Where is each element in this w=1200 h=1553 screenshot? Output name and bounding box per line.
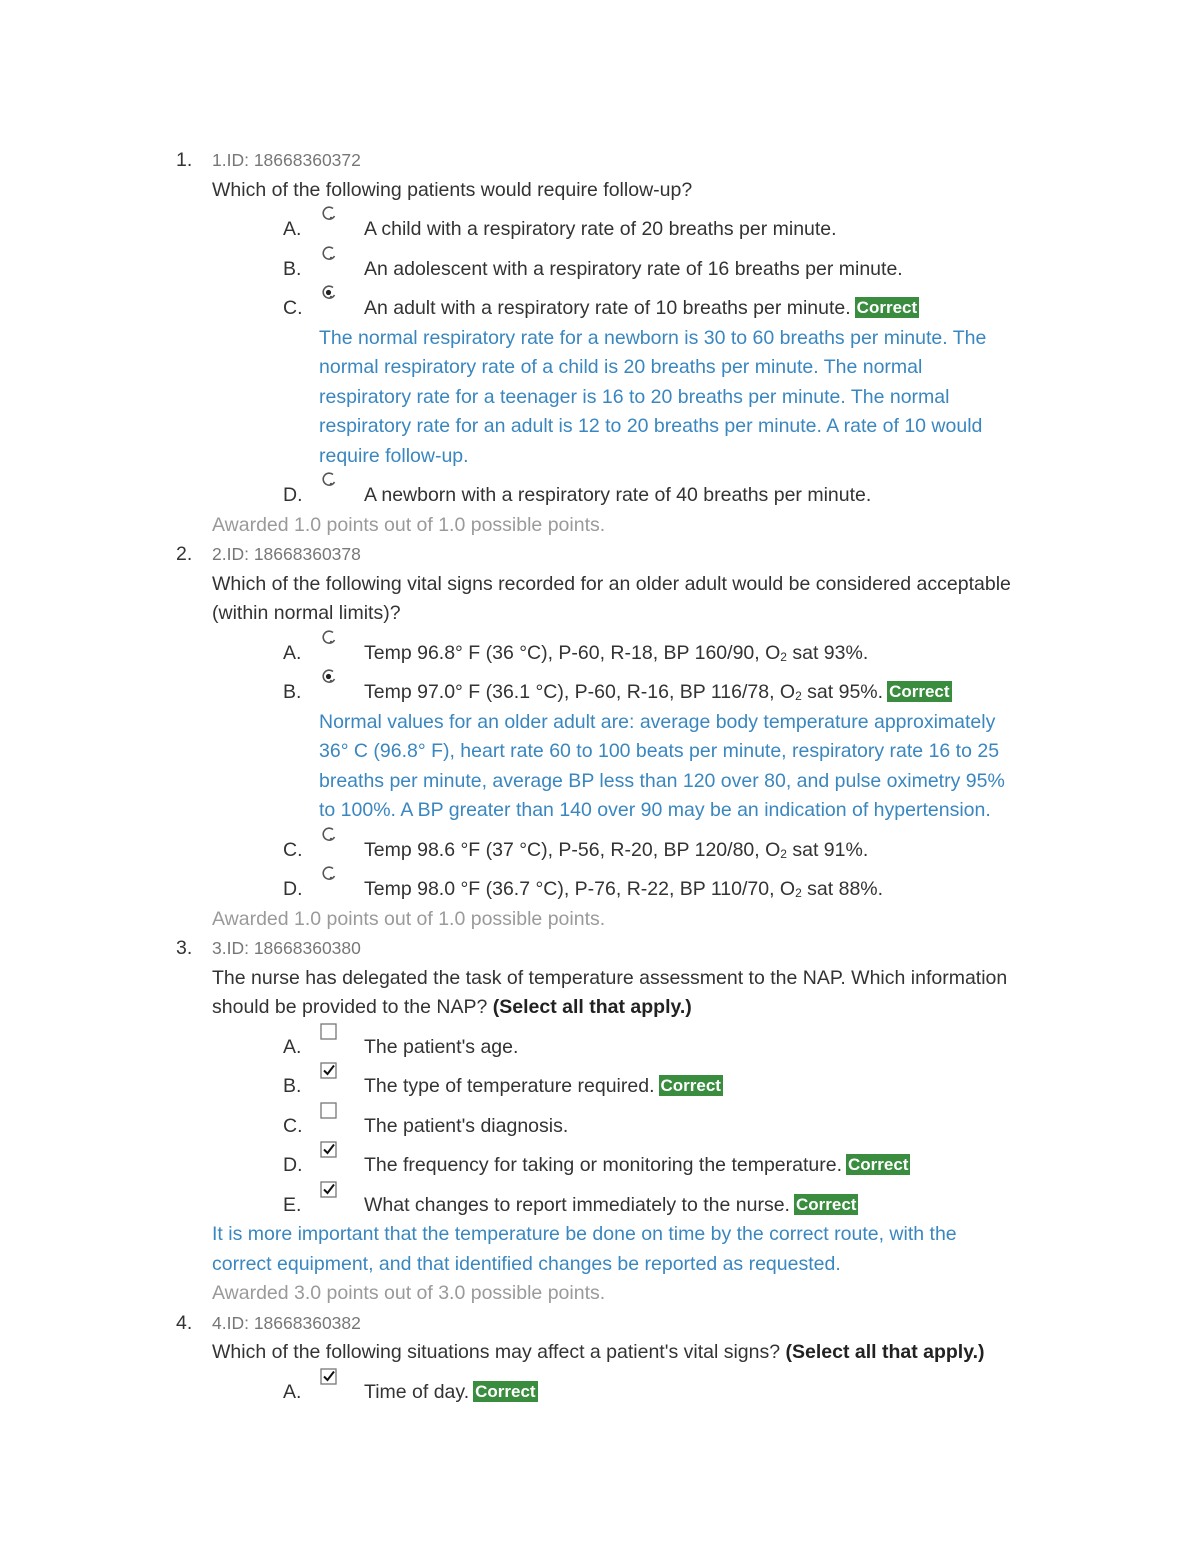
correct-badge: Correct	[475, 1381, 536, 1401]
option-letter: A.	[283, 1035, 302, 1058]
option-text-content: The type of temperature required.	[364, 1075, 655, 1097]
subscript: 2	[795, 689, 802, 703]
checkbox-checked-icon[interactable]	[320, 1141, 338, 1159]
question-id: 1.ID: 18668360372	[212, 150, 361, 170]
option-letter: D.	[283, 1154, 303, 1176]
question-2	[0, 540, 1200, 934]
question-number: 1.	[176, 149, 193, 171]
rationale-line: to 100%. A BP greater than 140 over 90 may be an indication of hypertension.	[319, 799, 991, 821]
option-text	[364, 838, 868, 866]
option-letter: C.	[283, 1114, 303, 1137]
question-number: 3.	[176, 937, 193, 959]
option-text	[364, 680, 952, 708]
option-text-content: An adult with a respiratory rate of 10 breaths per minute.	[364, 297, 851, 319]
correct-badge: Correct	[848, 1155, 909, 1174]
option-text: A child with a respiratory rate of 20 breaths per minute.	[364, 218, 837, 240]
option-text	[364, 1074, 723, 1098]
checkbox-checked-icon[interactable]	[320, 1062, 338, 1080]
rationale	[319, 324, 1059, 472]
option-letter: C.	[283, 838, 303, 861]
option-text-post: sat 95%.	[801, 681, 884, 703]
radio-unselected-icon[interactable]	[320, 205, 338, 223]
question-text-content: Which of the following situations may affect a patient's vital signs?	[212, 1341, 786, 1363]
question-text-line: (within normal limits)?	[212, 602, 401, 624]
correct-badge: Correct	[660, 1076, 721, 1095]
option-b	[0, 668, 1200, 708]
subscript: 2	[795, 886, 802, 900]
rationale-line: Normal values for an older adult are: average body temperature approximately	[319, 710, 996, 733]
awarded-points: Awarded 3.0 points out of 3.0 possible points.	[212, 1282, 606, 1304]
option-text: The patient's diagnosis.	[364, 1114, 569, 1137]
option-a	[0, 629, 1200, 669]
question-id: 2.ID: 18668360378	[212, 544, 361, 564]
option-text-pre: Temp 97.0° F (36.1 °C), P-60, R-16, BP 116/78, O	[364, 681, 796, 703]
option-text	[364, 1153, 910, 1177]
question-text-content: should be provided to the NAP?	[212, 996, 493, 1018]
option-a	[0, 1023, 1200, 1063]
option-letter: C.	[283, 297, 303, 319]
option-letter: A.	[283, 641, 302, 664]
radio-unselected-icon[interactable]	[320, 629, 338, 647]
question-id: 3.ID: 18668360380	[212, 938, 361, 958]
correct-badge: Correct	[856, 298, 918, 317]
option-text: A newborn with a respiratory rate of 40 breaths per minute.	[364, 484, 872, 506]
radio-unselected-icon[interactable]	[320, 245, 338, 263]
rationale-line: require follow-up.	[319, 444, 469, 467]
question-1	[0, 146, 1200, 540]
select-all-instruction: (Select all that apply.)	[492, 996, 692, 1018]
rationale-line: normal respiratory rate of a child is 20 breaths per minute. The normal	[319, 356, 923, 378]
rationale	[319, 708, 1059, 826]
option-text	[364, 1193, 858, 1217]
rationale-line: It is more important that the temperature be done on time by the correct route, with the	[212, 1223, 957, 1245]
option-text-pre: Temp 96.8° F (36 °C), P-60, R-18, BP 160/90, O	[364, 641, 781, 664]
option-text-content: The frequency for taking or monitoring the temperature.	[364, 1154, 842, 1176]
radio-unselected-icon[interactable]	[320, 471, 338, 489]
option-d	[0, 1141, 1200, 1181]
checkbox-checked-icon[interactable]	[320, 1368, 338, 1386]
radio-selected-icon[interactable]	[320, 284, 338, 302]
awarded-points: Awarded 1.0 points out of 1.0 possible points.	[212, 907, 606, 930]
rationale-line: correct equipment, and that identified changes be reported as requested.	[212, 1252, 841, 1275]
rationale-line: The normal respiratory rate for a newborn is 30 to 60 breaths per minute. The	[319, 326, 987, 349]
radio-selected-icon[interactable]	[320, 668, 338, 686]
rationale-line: respiratory rate for a teenager is 16 to 20 breaths per minute. The normal	[319, 385, 950, 408]
question-4	[0, 1309, 1200, 1408]
option-letter: A.	[283, 218, 302, 240]
question-number: 2.	[176, 543, 193, 565]
option-text-post: sat 88%.	[801, 878, 884, 900]
option-d	[0, 865, 1200, 905]
option-text: An adolescent with a respiratory rate of 16 breaths per minute.	[364, 257, 903, 280]
option-a	[0, 1368, 1200, 1408]
option-letter: A.	[283, 1380, 302, 1403]
question-text-line: The nurse has delegated the task of temperature assessment to the NAP. Which information	[212, 966, 1008, 989]
option-letter: B.	[283, 681, 302, 703]
option-text	[364, 641, 868, 669]
question-text-line: Which of the following vital signs recorded for an older adult would be considered acceptable	[212, 572, 1011, 595]
question-3	[0, 934, 1200, 1309]
select-all-instruction: (Select all that apply.)	[785, 1341, 985, 1363]
rationale	[212, 1220, 1032, 1279]
question-text: Which of the following patients would require follow-up?	[212, 178, 693, 201]
rationale-line: respiratory rate for an adult is 12 to 20 breaths per minute. A rate of 10 would	[319, 415, 983, 437]
option-letter: E.	[283, 1193, 302, 1216]
option-text-post: sat 91%.	[786, 838, 869, 861]
option-c	[0, 826, 1200, 866]
option-letter: D.	[283, 484, 303, 506]
option-e	[0, 1181, 1200, 1221]
option-letter: B.	[283, 1075, 302, 1097]
quiz-results-page	[0, 146, 1200, 1407]
option-text-pre: Temp 98.0 °F (36.7 °C), P-76, R-22, BP 110/70, O	[364, 878, 796, 900]
option-text-post: sat 93%.	[786, 641, 869, 664]
option-text	[364, 1380, 538, 1404]
radio-unselected-icon[interactable]	[320, 865, 338, 883]
question-text	[212, 1338, 985, 1368]
awarded-points: Awarded 1.0 points out of 1.0 possible points.	[212, 513, 606, 536]
option-text: The patient's age.	[364, 1035, 519, 1058]
correct-badge: Correct	[795, 1194, 857, 1214]
option-b	[0, 245, 1200, 285]
question-id: 4.ID: 18668360382	[212, 1312, 361, 1333]
option-b	[0, 1062, 1200, 1102]
correct-badge: Correct	[889, 682, 950, 701]
option-c	[0, 284, 1200, 324]
rationale-line: 36° C (96.8° F), heart rate 60 to 100 beats per minute, respiratory rate 16 to 25	[319, 740, 1000, 762]
checkbox-unchecked-icon[interactable]	[320, 1023, 338, 1041]
option-text-content: Time of day.	[364, 1380, 470, 1403]
option-d	[0, 471, 1200, 511]
radio-unselected-icon[interactable]	[320, 826, 338, 844]
rationale-line: breaths per minute, average BP less than 120 over 80, and pulse oximetry 95%	[319, 769, 1005, 792]
checkbox-unchecked-icon[interactable]	[320, 1102, 338, 1120]
option-letter: D.	[283, 878, 303, 900]
option-c	[0, 1102, 1200, 1142]
checkbox-checked-icon[interactable]	[320, 1181, 338, 1199]
option-text	[364, 296, 919, 320]
option-a	[0, 205, 1200, 245]
option-text	[364, 877, 883, 905]
option-text-pre: Temp 98.6 °F (37 °C), P-56, R-20, BP 120/80, O	[364, 838, 781, 861]
question-number: 4.	[176, 1311, 193, 1334]
subscript: 2	[780, 649, 787, 664]
option-text-content: What changes to report immediately to the nurse.	[364, 1193, 790, 1216]
option-letter: B.	[283, 257, 302, 280]
question-text-line	[212, 993, 692, 1023]
subscript: 2	[780, 846, 787, 861]
